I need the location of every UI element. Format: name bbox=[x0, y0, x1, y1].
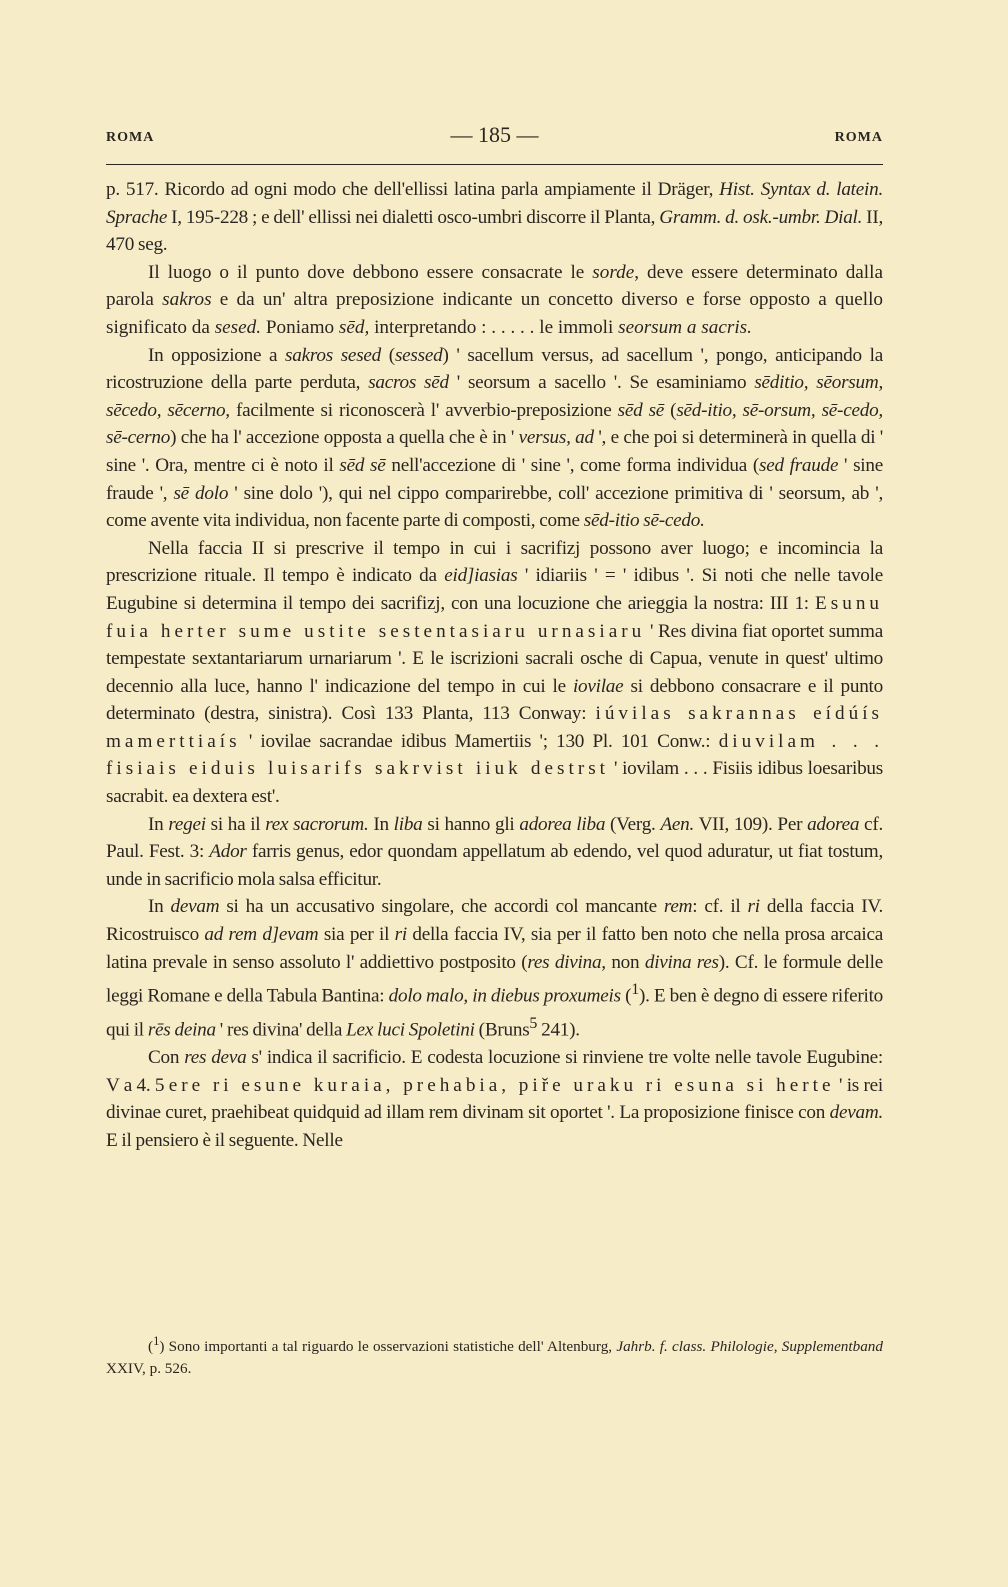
text-run: I, 195-228 ; e dell' ellissi nei dialetti osco-umbri discorre il Planta, bbox=[167, 206, 660, 228]
text-run: ( bbox=[664, 399, 677, 421]
italic-run: adorea liba bbox=[519, 813, 606, 835]
running-header bbox=[106, 122, 883, 154]
italic-run: regei bbox=[168, 813, 206, 835]
text-run: non bbox=[605, 951, 645, 973]
text-run: Poniamo bbox=[261, 316, 339, 338]
body-text bbox=[106, 176, 883, 1155]
text-run: ( bbox=[381, 344, 395, 366]
italic-run: Jahrb. f. class. Philologie, Supplementband bbox=[616, 1338, 883, 1356]
italic-run: res divina, bbox=[527, 951, 606, 973]
text-run: si debbono consacrare e il punto determinato (destra, sinistra). Così 133 Planta, 113 Conway: bbox=[106, 675, 883, 725]
spaced-run: diuvilam . . . fisiais eiduis luisarifs sakrvist iiuk destrst bbox=[106, 730, 883, 780]
text-run: , deve essere determinato dalla parola bbox=[106, 261, 883, 311]
text-run: ( bbox=[620, 985, 632, 1007]
italic-run: Lex luci Spoletini bbox=[346, 1019, 475, 1041]
paragraph-5 bbox=[106, 811, 883, 894]
italic-run: res deva bbox=[184, 1047, 247, 1069]
text-run: VII, 109). Per bbox=[694, 813, 808, 835]
spaced-run: iúvilas sakrannas eídúís mamerttiaís bbox=[106, 703, 884, 752]
text-run: Con bbox=[148, 1047, 185, 1069]
text-run: ' is rei divinae curet, praehibeat quidquid ad illam rem divinam sit oportet '. La proposizione finisce con bbox=[106, 1074, 883, 1124]
text-run: sia per il bbox=[318, 924, 395, 946]
text-run: ) Sono importanti a tal riguardo le osservazioni statistiche dell' Altenburg, bbox=[159, 1338, 617, 1356]
text-run: ' seorsum a sacello '. Se esaminiamo bbox=[448, 372, 755, 394]
text-run: ', e che poi si determinerà in quella di ' sine '. Ora, mentre ci è noto il bbox=[106, 427, 883, 476]
italic-run: liba bbox=[393, 813, 423, 835]
text-run: ' res divina' della bbox=[215, 1019, 347, 1041]
text-run: Il luogo o il punto dove debbono essere consacrate le bbox=[148, 261, 593, 283]
text-run: ) che ha l' accezione opposta a quella che è in ' bbox=[170, 427, 519, 449]
italic-run: sēditio, sēorsum, sēcedo, sēcerno, bbox=[106, 372, 883, 421]
text-run: si ha il bbox=[205, 813, 266, 835]
italic-run: devam. bbox=[829, 1102, 883, 1124]
italic-run: sesed. bbox=[214, 316, 262, 338]
paragraph-7 bbox=[106, 1044, 883, 1154]
text-run: ). Cf. le formule delle leggi Romane e della Tabula Bantina: bbox=[106, 951, 883, 1007]
italic-run: adorea bbox=[807, 813, 860, 835]
paragraph-4 bbox=[106, 535, 883, 811]
italic-run: sēd-itio sē-cedo. bbox=[583, 510, 705, 532]
paragraph-2 bbox=[106, 259, 883, 342]
italic-run: sessed bbox=[394, 344, 443, 366]
paragraph-6 bbox=[106, 893, 883, 1044]
italic-run: sakros bbox=[162, 289, 212, 311]
text-run: ( bbox=[148, 1338, 154, 1356]
italic-run: rex sacrorum. bbox=[265, 813, 369, 835]
text-run: nell'accezione di ' sine ', come forma individua ( bbox=[385, 454, 759, 476]
text-run: cf. Paul. Fest. 3: bbox=[106, 813, 884, 863]
text-run: farris genus, edor quondam appellatum ab edendo, vel quod aduratur, ut fiat tostum, unde in sacrificio mola salsa efficitur. bbox=[106, 841, 883, 890]
italic-run: ri bbox=[747, 896, 760, 918]
italic-run: sē dolo bbox=[173, 482, 229, 504]
italic-run: sēd-itio, sē-orsum, sē-cedo, sē-cerno bbox=[106, 399, 883, 449]
italic-run: ri bbox=[394, 924, 407, 946]
footnote-text bbox=[106, 1330, 883, 1380]
text-run: si hanno gli bbox=[422, 813, 520, 835]
italic-run: sacros sēd bbox=[368, 372, 449, 394]
text-run: II, 470 seg. bbox=[106, 206, 883, 256]
italic-run: versus, ad bbox=[518, 427, 594, 449]
italic-run: sed fraude bbox=[758, 454, 839, 476]
header-right: ROMA bbox=[834, 130, 883, 145]
italic-run: sakros sesed bbox=[285, 344, 382, 366]
text-run: (Bruns bbox=[474, 1019, 530, 1041]
text-run: ' iovilae sacrandae idibus Mamertiis '; 130 Pl. 101 Conw.: bbox=[240, 730, 719, 752]
paragraph-3 bbox=[106, 342, 883, 535]
header-left: ROMA bbox=[106, 130, 155, 145]
superscript: 5 bbox=[529, 1015, 538, 1033]
text-run: ' idiariis ' = ' idibus '. Si noti che nelle tavole Eugubine si determina il tempo dei sacrifizj, con una locuzione che arieggia la nostra: III 1: bbox=[106, 565, 883, 614]
text-run: In opposizione a bbox=[148, 344, 286, 366]
paragraph-1 bbox=[106, 176, 883, 259]
italic-run: dolo malo, in diebus proxumeis bbox=[388, 985, 621, 1007]
text-run: si ha un accusativo singolare, che accordi col mancante bbox=[219, 896, 664, 918]
text-run: (Verg. bbox=[605, 813, 661, 835]
italic-run: Hist. Syntax d. latein. Sprache bbox=[106, 179, 883, 228]
footnote bbox=[106, 1330, 883, 1380]
italic-run: rēs deina bbox=[147, 1019, 216, 1041]
text-run: In bbox=[368, 813, 394, 835]
italic-run: ad rem d]evam bbox=[204, 924, 319, 946]
spaced-run: ere ri esune kuraia, prehabia, piře uraku ri esuna si herte bbox=[168, 1074, 835, 1096]
text-run: della faccia IV. Ricostruisco bbox=[106, 896, 884, 946]
text-run: ' sine fraude ', bbox=[106, 454, 883, 504]
text-run: p. 517. Ricordo ad ogni modo che dell'ellissi latina parla ampiamente il Dräger, bbox=[106, 179, 720, 200]
italic-run: eid]iasias bbox=[444, 565, 518, 587]
text-run: ' iovilam . . . Fisiis idibus loesaribus sacrabit. ea dextera est'. bbox=[106, 758, 883, 808]
text-run: In bbox=[148, 896, 171, 918]
italic-run: seorsum a sacris. bbox=[618, 316, 752, 338]
text-run: facilmente si riconoscerà l' avverbio-preposizione bbox=[229, 399, 618, 421]
italic-run: sorde bbox=[592, 261, 635, 283]
italic-run: Ador bbox=[209, 841, 247, 863]
text-run: della faccia IV, sia per il fatto ben noto che nella prosa arcaica latina prevale in senso assoluto l' addiettivo postposito ( bbox=[106, 924, 883, 973]
italic-run: iovilae bbox=[572, 675, 624, 697]
text-run: XXIV, p. 526. bbox=[106, 1360, 192, 1378]
text-run: ) ' sacellum versus, ad sacellum ', pongo, anticipando la ricostruzione della parte perduta, bbox=[106, 344, 883, 394]
italic-run: Gramm. d. osk.-umbr. Dial. bbox=[659, 206, 863, 228]
italic-run: sēd sē bbox=[339, 454, 386, 476]
text-run: In bbox=[148, 813, 169, 835]
footnote-marker: 1 bbox=[153, 1334, 160, 1348]
italic-run: Aen. bbox=[660, 813, 695, 835]
text-run: ' sine dolo '), qui nel cippo comparirebbe, coll' accezione primitiva di ' seorsum, ab ', come avente vita individua, non facente parte di composti, come bbox=[106, 482, 883, 532]
text-run: : cf. il bbox=[692, 896, 748, 918]
footnote-ref: 1 bbox=[631, 981, 639, 999]
text-run: interpretando : . . . . . le immoli bbox=[369, 316, 619, 338]
text-run: s' indica il sacrificio. E codesta locuzione si rinviene tre volte nelle tavole Eugubine: V a 4. 5 bbox=[106, 1047, 884, 1096]
header-rule bbox=[106, 164, 883, 165]
text-run: ). E ben è degno di essere riferito qui il bbox=[106, 985, 884, 1041]
text-run: e da un' altra preposizione indicante un concetto diverso e forse opposto a quello significato da bbox=[106, 289, 883, 338]
text-run: E il pensiero è il seguente. Nelle bbox=[106, 1129, 343, 1151]
italic-run: sēd, bbox=[338, 316, 370, 338]
spaced-run: Esunu fuia herter sume ustite sestentasiaru urnasiaru bbox=[106, 592, 883, 642]
text-run: ' Res divina fiat oportet summa tempestate sextantariarum urnariarum '. E le iscrizioni sacrali osche di Capua, venute in quest' ultimo decennio alla luce, hanno l' indicazione del tempo in cui le bbox=[106, 620, 883, 697]
page-number: — 185 — bbox=[450, 122, 539, 147]
text-run: 241). bbox=[537, 1019, 580, 1041]
italic-run: sēd sē bbox=[617, 399, 665, 421]
italic-run: rem bbox=[663, 896, 693, 918]
italic-run: devam bbox=[170, 896, 220, 918]
text-run: Nella faccia II si prescrive il tempo in cui i sacrifizj possono aver luogo; e incomincia la prescrizione rituale. Il tempo è indicato da bbox=[106, 537, 883, 587]
italic-run: divina res bbox=[644, 951, 719, 973]
